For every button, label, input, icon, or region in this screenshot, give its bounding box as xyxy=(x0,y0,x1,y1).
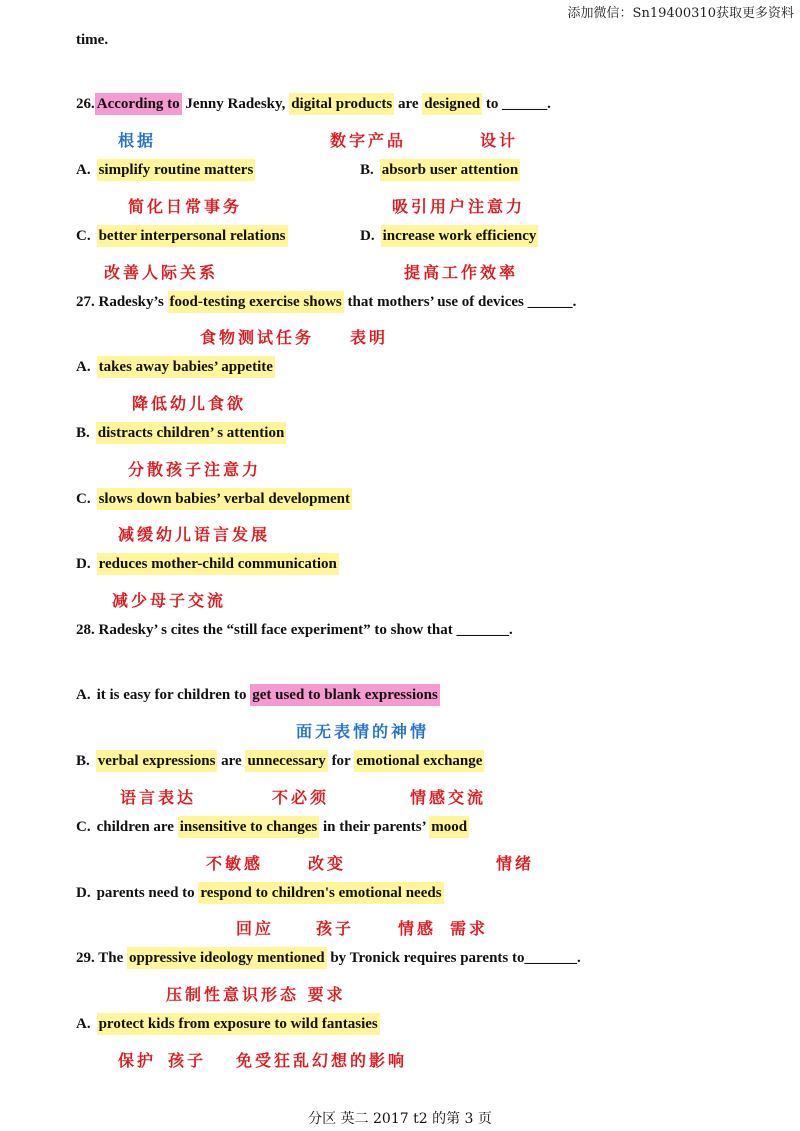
option-28b xyxy=(76,753,484,770)
annotation: 孩子 xyxy=(168,1051,207,1070)
highlight: verbal expressions xyxy=(96,750,218,772)
question-text: Radesky’s xyxy=(94,294,168,310)
highlight: food-testing exercise shows xyxy=(168,291,344,313)
highlight: oppressive ideology mentioned xyxy=(127,947,327,969)
annotation: 简化日常事务 xyxy=(128,197,243,216)
annotation: 减少母子交流 xyxy=(112,591,227,610)
annotation: 改善人际关系 xyxy=(104,263,219,282)
question-number: 26. xyxy=(76,96,95,112)
annotation: 语言表达 xyxy=(120,788,197,807)
question-number: 27. xyxy=(76,294,95,310)
annotation: 压制性意识形态 要求 xyxy=(166,985,346,1004)
option-27a xyxy=(76,359,275,376)
highlight: distracts children’ s attention xyxy=(96,422,287,444)
annotation: 情感交流 xyxy=(410,788,487,807)
question-27 xyxy=(76,294,576,311)
option-letter: D. xyxy=(76,885,91,901)
corner-watermark: 添加微信：Sn19400310获取更多资料 xyxy=(567,6,794,21)
highlight: unnecessary xyxy=(245,750,327,772)
option-letter: A. xyxy=(76,162,91,178)
option-text: parents need to xyxy=(96,885,199,901)
option-27b xyxy=(76,425,286,442)
option-27d xyxy=(76,556,339,573)
option-text: it is easy for children to xyxy=(96,687,251,703)
question-text: that mothers’ use of devices ______. xyxy=(343,294,577,310)
highlight: slows down babies’ verbal development xyxy=(97,488,352,510)
highlight: mood xyxy=(429,816,469,838)
annotation: 食物测试任务 xyxy=(200,328,315,347)
question-text: are xyxy=(394,96,423,112)
annotation: 改变 xyxy=(308,854,347,873)
option-28d xyxy=(76,885,444,902)
highlight: increase work efficiency xyxy=(381,225,539,247)
option-letter: C. xyxy=(76,491,91,507)
highlight: digital products xyxy=(289,93,394,115)
annotation: 不敏感 xyxy=(206,854,264,873)
page-footer: 分区 英二 2017 t2 的第 3 页 xyxy=(308,1111,492,1127)
highlight: reduces mother-child communication xyxy=(97,553,339,575)
annotation: 分散孩子注意力 xyxy=(128,460,262,479)
option-29a xyxy=(76,1016,380,1033)
question-29 xyxy=(76,950,581,967)
highlight: simplify routine matters xyxy=(97,159,256,181)
question-text: by Tronick requires parents to_______. xyxy=(326,950,581,966)
option-letter: A. xyxy=(76,687,91,703)
annotation: 提高工作效率 xyxy=(404,263,519,282)
annotation: 情绪 xyxy=(496,854,535,873)
annotation: 表明 xyxy=(350,328,389,347)
option-letter: C. xyxy=(76,819,91,835)
question-26 xyxy=(76,96,551,113)
highlight: takes away babies’ appetite xyxy=(97,356,275,378)
question-number: 29. xyxy=(76,950,95,966)
question-text: to ______. xyxy=(482,96,551,112)
highlight: respond to children's emotional needs xyxy=(198,882,443,904)
annotation: 需求 xyxy=(450,919,489,938)
question-text: The xyxy=(94,950,127,966)
option-26c xyxy=(76,228,288,245)
option-26a xyxy=(76,162,255,179)
annotation: 回应 xyxy=(236,919,275,938)
option-letter: D. xyxy=(76,556,91,572)
option-text: in their parents’ xyxy=(319,819,430,835)
option-27c xyxy=(76,491,352,508)
option-28a xyxy=(76,687,440,704)
option-letter: B. xyxy=(76,425,90,441)
option-26d xyxy=(360,228,538,245)
question-number: 28. xyxy=(76,622,95,638)
highlight: insensitive to changes xyxy=(178,816,320,838)
highlight: better interpersonal relations xyxy=(97,225,288,247)
highlight: emotional exchange xyxy=(354,750,484,772)
previous-question-tail: time. xyxy=(76,32,109,48)
annotation: 吸引用户注意力 xyxy=(392,197,526,216)
annotation: 降低幼儿食欲 xyxy=(132,394,247,413)
annotation: 减缓幼儿语言发展 xyxy=(118,525,271,544)
option-letter: B. xyxy=(360,162,374,178)
question-text: Jenny Radesky, xyxy=(181,96,290,112)
option-text: are xyxy=(217,753,246,769)
annotation: 情感 xyxy=(398,919,437,938)
highlight: designed xyxy=(422,93,482,115)
option-text: for xyxy=(327,753,355,769)
question-text: Radesky’ s cites the “still face experiment” to show that _______. xyxy=(94,622,513,638)
annotation: 数字产品 xyxy=(330,131,407,150)
annotation: 保护 xyxy=(118,1051,157,1070)
option-letter: C. xyxy=(76,228,91,244)
option-letter: D. xyxy=(360,228,375,244)
option-letter: A. xyxy=(76,359,91,375)
annotation: 不必须 xyxy=(272,788,330,807)
option-26b xyxy=(360,162,520,179)
option-letter: A. xyxy=(76,1016,91,1032)
option-28c xyxy=(76,819,469,836)
annotation: 设计 xyxy=(480,131,519,150)
highlight: absorb user attention xyxy=(380,159,520,181)
annotation: 面无表情的神情 xyxy=(296,722,430,741)
question-28 xyxy=(76,622,513,639)
highlight: protect kids from exposure to wild fantasies xyxy=(97,1013,380,1035)
highlight: According to xyxy=(95,93,182,115)
annotation: 孩子 xyxy=(316,919,355,938)
highlight: get used to blank expressions xyxy=(250,684,440,706)
option-letter: B. xyxy=(76,753,90,769)
option-text: children are xyxy=(96,819,178,835)
annotation: 免受狂乱幻想的影响 xyxy=(236,1051,408,1070)
annotation: 根据 xyxy=(118,131,157,150)
